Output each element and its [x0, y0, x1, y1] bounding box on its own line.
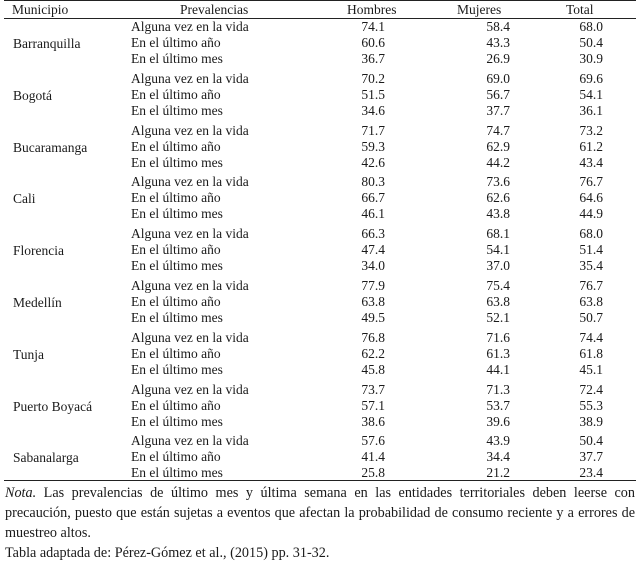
total-cell: 45.1: [579, 361, 603, 377]
prevalencia-cell: En el último mes: [131, 154, 223, 170]
prevalencia-cell: En el último año: [131, 35, 221, 50]
prevalencia-cell: En el último año: [131, 397, 221, 413]
header-prevalencias: Prevalencias: [180, 2, 249, 17]
hombres-cell: 62.2: [361, 345, 385, 361]
total-cell: 23.4: [579, 465, 603, 481]
table-row: [0, 87, 640, 103]
prevalencia-cell: En el último mes: [131, 413, 223, 429]
header-total: Total: [566, 2, 594, 17]
mujeres-cell: 56.7: [486, 86, 510, 102]
hombres-cell: 74.1: [361, 19, 385, 34]
total-cell: 74.4: [579, 329, 603, 345]
prevalencia-cell: Alguna vez en la vida: [131, 122, 249, 138]
prevalencia-cell: En el último año: [131, 138, 221, 154]
header-mujeres: Mujeres: [457, 2, 502, 17]
prevalencia-cell: En el último mes: [131, 102, 223, 118]
mujeres-cell: 37.0: [486, 258, 510, 274]
mujeres-cell: 52.1: [486, 310, 510, 325]
prevalencia-cell: En el último año: [131, 294, 221, 309]
mujeres-cell: 39.6: [486, 413, 510, 429]
table-row: [0, 330, 640, 346]
hombres-cell: 51.5: [361, 86, 385, 102]
mujeres-cell: 54.1: [486, 242, 510, 258]
total-cell: 61.2: [579, 138, 603, 154]
mujeres-cell: 74.7: [486, 122, 510, 138]
table-row: [0, 258, 640, 274]
prevalencia-cell: En el último mes: [131, 361, 223, 377]
municipio-label: Cali: [13, 191, 36, 207]
table-row: [0, 346, 640, 362]
note-source: Tabla adaptada de: Pérez-Gómez et al., (2015) pp. 31-32.: [5, 545, 330, 561]
prevalencia-cell: En el último mes: [131, 206, 223, 222]
total-cell: 76.7: [579, 278, 603, 293]
table-row: [0, 433, 640, 449]
hombres-cell: 70.2: [361, 70, 385, 86]
municipio-label: Barranquilla: [13, 36, 81, 51]
mujeres-cell: 63.8: [486, 294, 510, 309]
municipio-label: Medellín: [13, 295, 62, 310]
total-cell: 69.6: [579, 70, 603, 86]
total-cell: 68.0: [579, 19, 603, 34]
municipio-label: Puerto Boyacá: [13, 398, 93, 414]
table-row: [0, 139, 640, 155]
table-top-rule: [4, 0, 636, 1]
hombres-cell: 76.8: [361, 329, 385, 345]
total-cell: 30.9: [579, 51, 603, 66]
prevalencia-cell: En el último año: [131, 449, 221, 465]
total-cell: 68.0: [579, 226, 603, 242]
hombres-cell: 47.4: [361, 242, 385, 258]
prevalencia-cell: Alguna vez en la vida: [131, 70, 249, 86]
table-row: [0, 174, 640, 190]
mujeres-cell: 44.1: [486, 361, 510, 377]
table-row: [0, 449, 640, 465]
mujeres-cell: 37.7: [486, 102, 510, 118]
hombres-cell: 46.1: [361, 206, 385, 222]
prevalencia-cell: En el último año: [131, 242, 221, 258]
total-cell: 72.4: [579, 381, 603, 397]
hombres-cell: 38.6: [361, 413, 385, 429]
prevalencia-cell: Alguna vez en la vida: [131, 329, 249, 345]
mujeres-cell: 75.4: [486, 278, 510, 293]
hombres-cell: 36.7: [361, 51, 385, 66]
total-cell: 64.6: [579, 190, 603, 206]
hombres-cell: 60.6: [361, 35, 385, 50]
table-row: [0, 51, 640, 67]
hombres-cell: 57.6: [361, 433, 385, 449]
total-cell: 63.8: [579, 294, 603, 309]
hombres-cell: 73.7: [361, 381, 385, 397]
hombres-cell: 34.6: [361, 102, 385, 118]
hombres-cell: 57.1: [361, 397, 385, 413]
hombres-cell: 59.3: [361, 138, 385, 154]
total-cell: 50.4: [579, 433, 603, 449]
table-row: [0, 294, 640, 310]
prevalencia-cell: En el último año: [131, 345, 221, 361]
total-cell: 35.4: [579, 258, 603, 274]
mujeres-cell: 43.3: [486, 35, 510, 50]
table-bottom-rule: [4, 480, 636, 481]
table-row: [0, 398, 640, 414]
mujeres-cell: 43.9: [486, 433, 510, 449]
total-cell: 44.9: [579, 206, 603, 222]
mujeres-cell: 58.4: [486, 19, 510, 34]
table-row: [0, 414, 640, 430]
table-row: [0, 382, 640, 398]
header-municipio: Municipio: [12, 2, 69, 17]
table-note: [5, 483, 635, 563]
prevalencia-cell: Alguna vez en la vida: [131, 226, 249, 242]
prevalencia-cell: En el último año: [131, 190, 221, 206]
hombres-cell: 25.8: [361, 465, 385, 481]
municipio-label: Tunja: [13, 346, 45, 362]
mujeres-cell: 21.2: [486, 465, 510, 481]
hombres-cell: 66.7: [361, 190, 385, 206]
table-row: [0, 206, 640, 222]
table-row: [0, 465, 640, 481]
mujeres-cell: 62.9: [486, 138, 510, 154]
municipio-label: Florencia: [13, 243, 64, 259]
total-cell: 50.7: [579, 310, 603, 325]
total-cell: 61.8: [579, 345, 603, 361]
prevalencia-cell: Alguna vez en la vida: [131, 278, 249, 293]
hombres-cell: 49.5: [361, 310, 385, 325]
mujeres-cell: 71.3: [486, 381, 510, 397]
hombres-cell: 66.3: [361, 226, 385, 242]
table-row: [0, 242, 640, 258]
total-cell: 54.1: [579, 86, 603, 102]
table-row: [0, 103, 640, 119]
municipio-label: Bucaramanga: [13, 139, 88, 155]
municipio-label: Bogotá: [13, 87, 52, 103]
prevalencia-cell: En el último mes: [131, 258, 223, 274]
hombres-cell: 41.4: [361, 449, 385, 465]
total-cell: 76.7: [579, 174, 603, 190]
mujeres-cell: 61.3: [486, 345, 510, 361]
total-cell: 50.4: [579, 35, 603, 50]
prevalencia-cell: En el último mes: [131, 465, 223, 481]
note-label: Nota.: [5, 485, 37, 501]
table-row: [0, 190, 640, 206]
total-cell: 36.1: [579, 102, 603, 118]
hombres-cell: 45.8: [361, 361, 385, 377]
table-row: [0, 19, 640, 35]
total-cell: 37.7: [579, 449, 603, 465]
hombres-cell: 77.9: [361, 278, 385, 293]
table-row: [0, 226, 640, 242]
table-row: [0, 123, 640, 139]
mujeres-cell: 69.0: [486, 70, 510, 86]
hombres-cell: 63.8: [361, 294, 385, 309]
total-cell: 73.2: [579, 122, 603, 138]
table-row: [0, 155, 640, 171]
prevalencia-cell: Alguna vez en la vida: [131, 433, 249, 449]
prevalencia-cell: Alguna vez en la vida: [131, 174, 249, 190]
hombres-cell: 80.3: [361, 174, 385, 190]
prevalencia-cell: En el último mes: [131, 310, 223, 325]
prevalencia-cell: En el último mes: [131, 51, 223, 66]
mujeres-cell: 62.6: [486, 190, 510, 206]
table-row: [0, 35, 640, 51]
total-cell: 38.9: [579, 413, 603, 429]
mujeres-cell: 34.4: [486, 449, 510, 465]
prevalencia-cell: Alguna vez en la vida: [131, 381, 249, 397]
hombres-cell: 34.0: [361, 258, 385, 274]
note-text: Las prevalencias de último mes y última semana en las entidades territoriales deben leerse con precaución, puesto que están sujetas a eventos que afectan la probabilidad de consumo reciente y a errores de muestreo altos.: [5, 485, 635, 541]
mujeres-cell: 26.9: [486, 51, 510, 66]
total-cell: 55.3: [579, 397, 603, 413]
total-cell: 43.4: [579, 154, 603, 170]
mujeres-cell: 73.6: [486, 174, 510, 190]
mujeres-cell: 68.1: [486, 226, 510, 242]
municipio-label: Sabanalarga: [13, 450, 79, 466]
table-row: [0, 310, 640, 326]
mujeres-cell: 53.7: [486, 397, 510, 413]
table-row: [0, 362, 640, 378]
prevalencia-cell: En el último año: [131, 86, 221, 102]
mujeres-cell: 71.6: [486, 329, 510, 345]
hombres-cell: 42.6: [361, 154, 385, 170]
prevalencia-cell: Alguna vez en la vida: [131, 19, 249, 34]
total-cell: 51.4: [579, 242, 603, 258]
mujeres-cell: 44.2: [486, 154, 510, 170]
mujeres-cell: 43.8: [486, 206, 510, 222]
header-hombres: Hombres: [347, 2, 397, 17]
table-row: [0, 71, 640, 87]
hombres-cell: 71.7: [361, 122, 385, 138]
table-row: [0, 278, 640, 294]
